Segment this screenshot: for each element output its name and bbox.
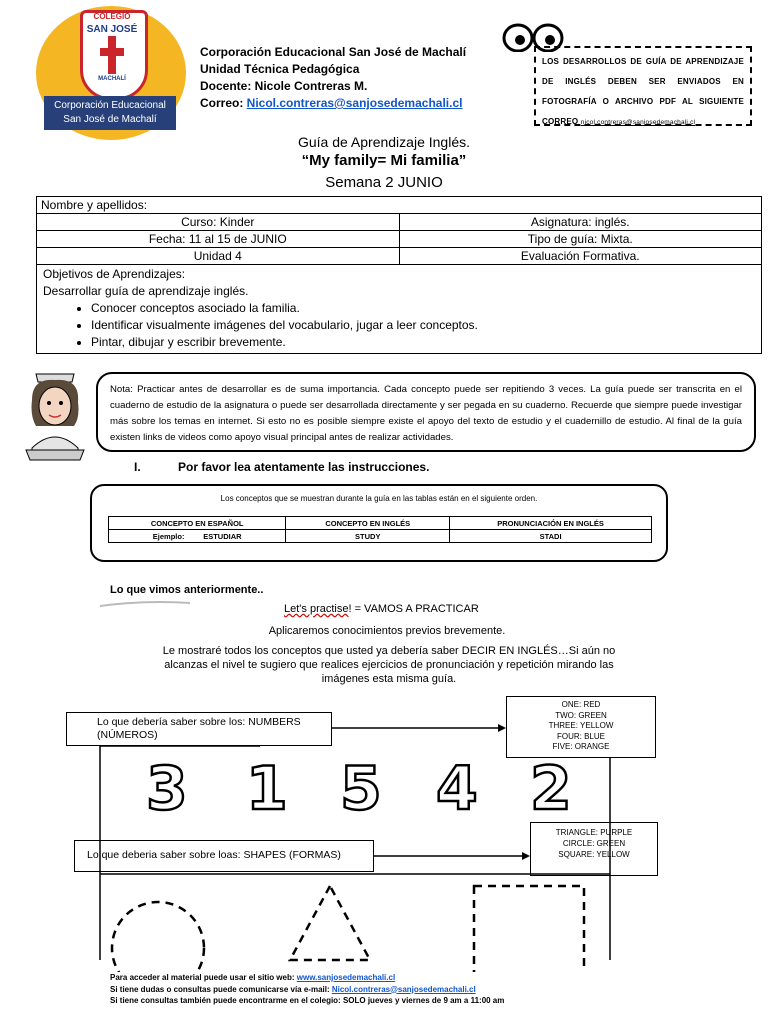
footer-line-hours: Si tiene consultas también puede encontrarme en el colegio: SOLO jueves y viernes de 9 am a 11:00 am	[110, 996, 505, 1005]
logo-name: SAN JOSÉ	[86, 24, 138, 35]
list-item: ONE: RED	[561, 700, 601, 709]
logo-cross-bar	[100, 48, 124, 56]
example-spanish: ESTUDIAR	[203, 531, 242, 541]
footer-line-email	[110, 984, 504, 996]
unit-cell: Unidad 4	[37, 248, 400, 265]
footer-web-text: Para acceder al material puede usar el sitio web:	[110, 973, 297, 982]
notice-text: LOS DESARROLLOS DE GUÍA DE APRENDIZAJE DE INGLÉS DEBEN SER ENVIADOS EN FOTOGRAFÍA O ARCHIVO PDF AL SIGUIENTE CORREO	[542, 57, 744, 126]
header-teacher: Docente: Nicole Contreras M.	[200, 79, 368, 93]
list-item: TRIANGLE: PURPLE	[555, 828, 633, 837]
header-cell: CONCEPTO EN ESPAÑOL	[109, 517, 286, 530]
lets-practise-word: Let's practise	[284, 603, 349, 615]
guide-type-cell: Tipo de guía: Mixta.	[399, 231, 762, 248]
objectives-intro: Desarrollar guía de aprendizaje inglés.	[43, 284, 249, 298]
table-row	[109, 530, 652, 543]
concepts-intro: Los conceptos que se muestran durante la guía en las tablas están en el siguiente orden.	[220, 494, 538, 503]
example-label: Ejemplo:	[152, 531, 185, 541]
objectives-box	[36, 264, 762, 354]
objectives-heading: Objetivos de Aprendizajes:	[43, 267, 186, 281]
logo-sub: MACHALÍ	[98, 76, 126, 82]
numbers-label: Lo que debería saber sobre los: NUMBERS (NÚMEROS)	[66, 712, 332, 746]
list-item: TWO: GREEN	[555, 710, 607, 720]
shapes-color-list	[530, 822, 658, 876]
teacher-email-link[interactable]: Nicol.contreras@sanjosedemachali.cl	[246, 96, 463, 110]
shapes-label: Lo que deberia saber sobre loas: SHAPES (FORMAS)	[74, 840, 374, 872]
header-info	[200, 44, 466, 112]
logo-arc-text: COLEGIO	[93, 12, 131, 21]
list-item: FOUR: BLUE	[556, 731, 605, 741]
example-cell	[109, 530, 286, 543]
teacher-portrait-icon	[18, 370, 92, 462]
table-row	[37, 197, 762, 214]
square-shape	[474, 886, 584, 972]
student-name-field[interactable]: Nombre y apellidos:	[37, 197, 762, 214]
header-cell: CONCEPTO EN INGLÉS	[286, 517, 450, 530]
wave-divider	[100, 600, 190, 608]
digit-one[interactable]: 1	[246, 754, 288, 824]
submission-notice	[534, 46, 752, 126]
guide-title: Guía de Aprendizaje Inglés.	[297, 134, 470, 150]
notice-email[interactable]: nicol.contreras@sanjosedemachali.cl	[580, 119, 696, 126]
course-cell: Curso: Kinder	[37, 214, 400, 231]
digit-four[interactable]: 4	[436, 754, 478, 824]
guide-topic: “My family= Mi familia”	[301, 152, 467, 169]
objectives-list	[43, 300, 755, 351]
section-title: Por favor lea atentamente las instrucciones.	[178, 460, 430, 474]
header-unit: Unidad Técnica Pedagógica	[200, 62, 360, 76]
table-row	[37, 214, 762, 231]
section-number: I.	[134, 460, 141, 474]
website-link[interactable]: www.sanjosedemachali.cl	[296, 973, 396, 982]
practice-note: Nota: Practicar antes de desarrollar es de suma importancia. Cada concepto puede ser repitiendo 3 veces. La guía puede ser transcrita en el cuaderno de estudio de la asignatura o puede ser desarrollada directamente y ser pegada en su cuaderno. Recuerde que siempre puede investigar más sobre los temas en internet. Si esto no es posible siempre existe el apoyo del texto de estudio y el cuadernillo de estudio. Al final de la guía existen links de videos como apoyo visual principal antes de realizar actividades.	[96, 372, 756, 452]
list-item: CIRCLE: GREEN	[562, 839, 626, 848]
footer-email-link[interactable]: Nicol.contreras@sanjosedemachali.cl	[331, 984, 476, 994]
list-item: FIVE: ORANGE	[552, 742, 610, 751]
footer-email-text: Si tiene dudas o consultas puede comunicarse vía e-mail:	[110, 984, 332, 994]
list-item: SQUARE: YELLOW	[558, 850, 630, 859]
guide-week: Semana 2 JUNIO	[325, 174, 443, 191]
triangle-shape	[290, 886, 370, 960]
info-table	[36, 196, 762, 265]
example-pronunciation: STADI	[450, 530, 652, 543]
digit-three[interactable]: 3	[146, 754, 188, 824]
previously-heading: Lo que vimos anteriormente..	[110, 584, 264, 596]
table-row	[37, 231, 762, 248]
subject-cell: Asignatura: inglés.	[399, 214, 762, 231]
digit-two[interactable]: 2	[530, 754, 572, 824]
date-cell: Fecha: 11 al 15 de JUNIO	[37, 231, 400, 248]
list-item: • Identificar visualmente imágenes del vocabulario, jugar a leer conceptos.	[91, 317, 755, 334]
list-item: • Pintar, dibujar y escribir brevemente.	[91, 334, 755, 351]
apply-text: Aplicaremos conocimientos previos brevemente.	[268, 625, 506, 637]
digit-five[interactable]: 5	[340, 754, 382, 824]
lets-practise-rest: ! = VAMOS A PRACTICAR	[348, 603, 479, 615]
logo-band: Corporación Educacional San José de Machalí	[44, 96, 176, 130]
header-corp: Corporación Educacional San José de Machalí	[200, 45, 467, 59]
practice-paragraph: Le mostraré todos los conceptos que usted ya debería saber DECIR EN INGLÉS…Si aún no alcanzas el nivel te sugiero que realices ejercicios de pronunciación y repetición mirando las imágenes esta misma guía.	[162, 645, 616, 685]
footer	[110, 972, 504, 1007]
circle-shape	[112, 902, 204, 972]
footer-line-web	[110, 972, 504, 984]
list-item: • Conocer conceptos asociado la familia.	[91, 300, 755, 317]
lets-practise	[284, 603, 479, 615]
header-email-line	[200, 95, 466, 112]
evaluation-cell: Evaluación Formativa.	[399, 248, 762, 265]
table-row	[37, 248, 762, 265]
header-cell: PRONUNCIACIÓN EN INGLÉS	[450, 517, 652, 530]
example-english: STUDY	[286, 530, 450, 543]
numbers-color-list	[506, 696, 656, 758]
concepts-table	[108, 516, 652, 543]
list-item: THREE: YELLOW	[548, 721, 614, 730]
email-label: Correo:	[200, 96, 247, 110]
table-row	[109, 517, 652, 530]
